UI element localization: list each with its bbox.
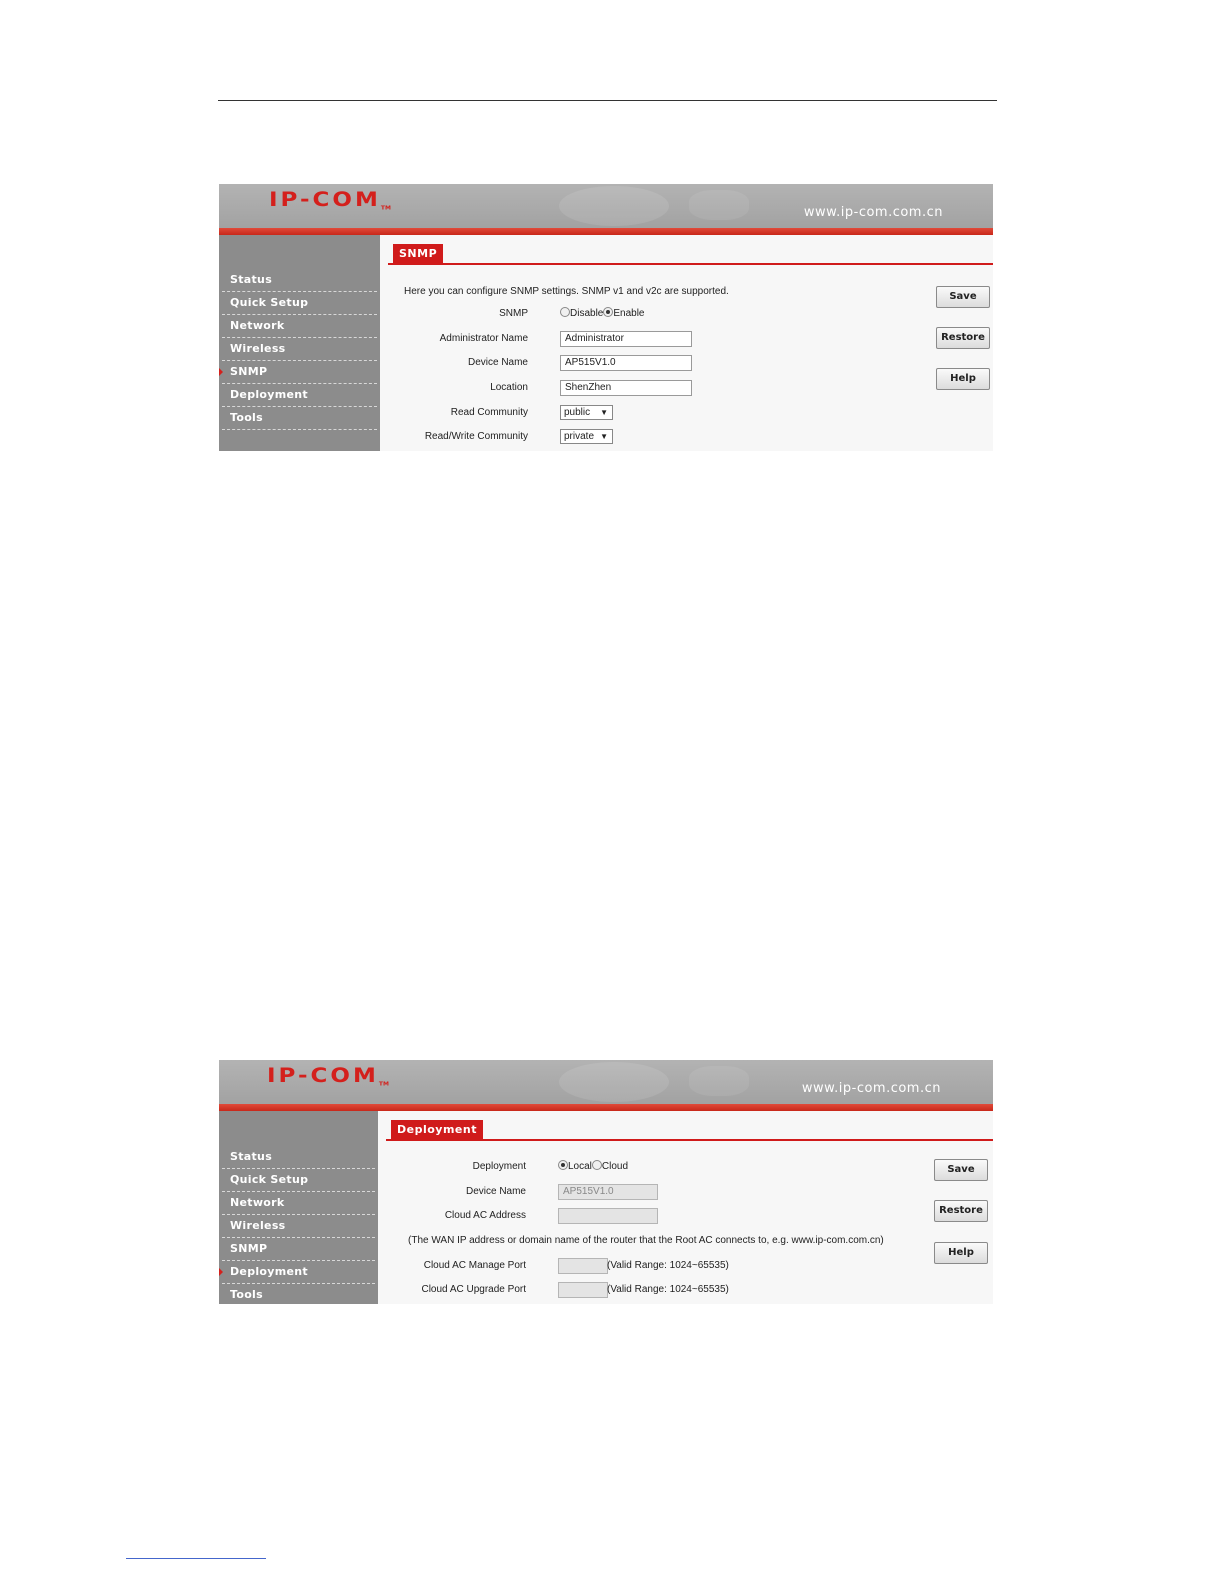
cloud-ac-upgrade-port-label: Cloud AC Upgrade Port	[421, 1284, 526, 1295]
read-write-community-label: Read/Write Community	[424, 431, 528, 442]
sidebar-item-tools[interactable]: Tools	[222, 408, 377, 430]
page-header-rule	[218, 100, 997, 101]
administrator-name-label: Administrator Name	[439, 333, 528, 344]
dropdown-arrow-icon: ▼	[600, 408, 608, 417]
snmp-label: SNMP	[499, 308, 528, 319]
world-map-decoration	[559, 1062, 669, 1102]
device-name-label: Device Name	[465, 1186, 526, 1197]
active-arrow-icon	[219, 368, 223, 376]
snmp-enable-radio[interactable]	[603, 307, 613, 317]
snmp-disable-radio[interactable]	[560, 307, 570, 317]
header-bar	[219, 184, 993, 228]
read-write-community-select[interactable]: private ▼	[560, 429, 613, 444]
header-accent-bar	[219, 228, 993, 235]
sidebar-item-snmp[interactable]: SNMP	[222, 362, 377, 384]
sidebar-item-status[interactable]: Status	[222, 1147, 375, 1169]
administrator-name-input[interactable]: Administrator	[560, 331, 692, 347]
device-name-label: Device Name	[467, 357, 528, 368]
cloud-ac-address-input[interactable]	[558, 1208, 658, 1224]
main-content	[378, 1111, 993, 1304]
tab-deployment[interactable]: Deployment	[391, 1120, 483, 1139]
sidebar-item-tools[interactable]: Tools	[222, 1285, 375, 1304]
cloud-ac-manage-port-input[interactable]	[558, 1258, 608, 1274]
restore-button[interactable]: Restore	[936, 327, 990, 349]
tab-snmp[interactable]: SNMP	[393, 244, 443, 263]
header-bar	[219, 1060, 993, 1104]
cloud-ac-manage-port-label: Cloud AC Manage Port	[423, 1260, 526, 1271]
sidebar-item-deployment[interactable]: Deployment	[222, 1262, 375, 1284]
save-button[interactable]: Save	[934, 1159, 988, 1181]
location-label: Location	[490, 382, 528, 393]
read-community-select[interactable]: public ▼	[560, 405, 613, 420]
header-accent-bar	[219, 1104, 993, 1111]
cloud-ac-address-label: Cloud AC Address	[444, 1210, 526, 1221]
world-map-decoration	[559, 186, 669, 226]
brand-url: www.ip-com.com.cn	[801, 1081, 941, 1096]
footer-link-underline	[126, 1558, 266, 1559]
sidebar-item-status[interactable]: Status	[222, 270, 377, 292]
sidebar-item-quick-setup[interactable]: Quick Setup	[222, 293, 377, 315]
sidebar-item-wireless[interactable]: Wireless	[222, 339, 377, 361]
upgrade-port-range-hint: (Valid Range: 1024~65535)	[607, 1284, 729, 1295]
sidebar-item-network[interactable]: Network	[222, 1193, 375, 1215]
deployment-label: Deployment	[472, 1161, 526, 1172]
help-button[interactable]: Help	[936, 368, 990, 390]
page-description: Here you can configure SNMP settings. SNMP v1 and v2c are supported.	[404, 286, 729, 297]
tab-underline	[386, 1139, 993, 1141]
world-map-decoration	[689, 1066, 749, 1096]
sidebar-item-deployment[interactable]: Deployment	[222, 385, 377, 407]
help-button[interactable]: Help	[934, 1242, 988, 1264]
sidebar-item-quick-setup[interactable]: Quick Setup	[222, 1170, 375, 1192]
cloud-ac-upgrade-port-input[interactable]	[558, 1282, 608, 1298]
brand-url: www.ip-com.com.cn	[803, 205, 943, 220]
cloud-ac-address-hint: (The WAN IP address or domain name of the router that the Root AC connects to, e.g. www.ip-com.com.cn)	[408, 1235, 884, 1246]
sidebar-item-snmp[interactable]: SNMP	[222, 1239, 375, 1261]
sidebar-item-wireless[interactable]: Wireless	[222, 1216, 375, 1238]
main-content	[380, 235, 993, 451]
save-button[interactable]: Save	[936, 286, 990, 308]
world-map-decoration	[689, 190, 749, 220]
device-name-input[interactable]: AP515V1.0	[558, 1184, 658, 1200]
deployment-radio-group: Local Cloud	[558, 1160, 628, 1172]
dropdown-arrow-icon: ▼	[600, 432, 608, 441]
snmp-radio-group: Disable Enable	[560, 307, 645, 319]
sidebar-item-network[interactable]: Network	[222, 316, 377, 338]
ip-com-logo: IP-COMTM	[269, 189, 391, 212]
active-arrow-icon	[219, 1268, 223, 1276]
read-community-label: Read Community	[450, 407, 528, 418]
deployment-screenshot	[219, 1060, 993, 1304]
manage-port-range-hint: (Valid Range: 1024~65535)	[607, 1260, 729, 1271]
ip-com-logo: IP-COMTM	[267, 1065, 389, 1088]
location-input[interactable]: ShenZhen	[560, 380, 692, 396]
snmp-screenshot	[219, 184, 993, 451]
deployment-cloud-radio[interactable]	[592, 1160, 602, 1170]
restore-button[interactable]: Restore	[934, 1200, 988, 1222]
sidebar	[219, 1111, 378, 1304]
deployment-local-radio[interactable]	[558, 1160, 568, 1170]
tab-underline	[388, 263, 993, 265]
device-name-input[interactable]: AP515V1.0	[560, 355, 692, 371]
